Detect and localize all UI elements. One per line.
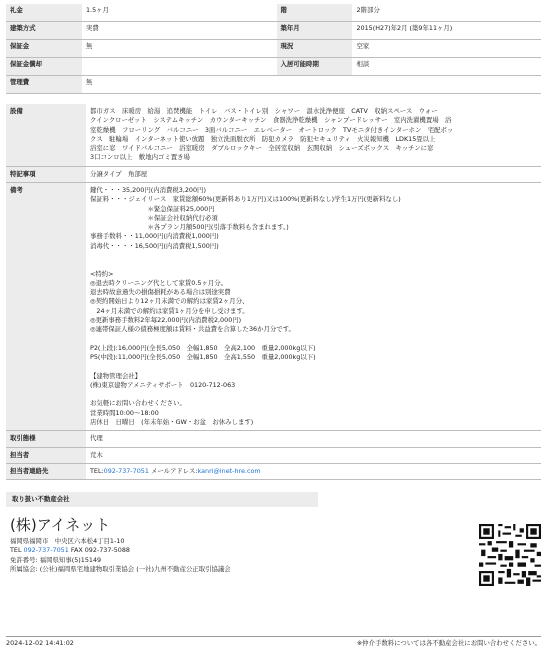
label-status: 現況 bbox=[277, 40, 353, 58]
value-status: 空家 bbox=[352, 40, 541, 58]
remarks-line: 【建物管理会社】 bbox=[90, 371, 142, 380]
remarks-line: 営業時間10:00～18:00 bbox=[90, 408, 159, 417]
label-remarks: 備考 bbox=[6, 182, 86, 430]
label-reikin: 礼金 bbox=[6, 4, 82, 22]
detail-table bbox=[6, 104, 541, 480]
remarks-line: 鍵代・・・35,200円(内消費税3,200円) bbox=[90, 185, 206, 194]
label-transaction: 取引態様 bbox=[6, 431, 86, 447]
value-move-in: 相談 bbox=[352, 58, 541, 76]
qr-code-icon[interactable] bbox=[479, 524, 541, 586]
value-deposit-amortization bbox=[82, 58, 269, 76]
equipment-line: クス 駐輪場 インターネット使い放題 独立洗面脱衣所 防犯カメラ 防犯セキュリティ 火災報知機 LDK15畳以上 bbox=[90, 134, 436, 143]
equipment-line: クインクローゼット システムキッチン カウンターキッチン 食器洗浄乾燥機 シャンプードレッサー 室内洗濯機置場 浴 bbox=[90, 116, 452, 125]
remarks-line: お気軽にお問い合わせください。 bbox=[90, 399, 186, 408]
contact-row bbox=[6, 463, 541, 479]
label-deposit-amortization: 保証金償却 bbox=[6, 58, 82, 76]
remarks-line: 24ヶ月未満での解約は家賃1ヶ月分を申し受けます。 bbox=[90, 306, 249, 315]
equipment-line: 都市ガス 床暖房 給湯 追焚機能 トイレ バス・トイレ別 シャワー 温水洗浄便座 CATV 収納スペース ウォー bbox=[90, 107, 438, 115]
value-contact: TEL:092-737-7051 メールアドレス:kanri@inet-hre.com bbox=[86, 463, 541, 479]
company-info bbox=[6, 515, 541, 574]
contact-mail-link[interactable]: kanri@inet-hre.com bbox=[197, 466, 261, 475]
remarks-line: ◎契約開始日より12ヶ月未満での解約は家賃2ヶ月分、 bbox=[90, 297, 249, 306]
company-phone: TEL 092-737-7051 FAX 092-737-5088 bbox=[10, 546, 131, 555]
remarks-line bbox=[90, 251, 537, 260]
remarks-line: ◎更新事務手数料2年毎22,000円(内消費税2,000円) bbox=[90, 315, 242, 324]
label-person: 担当者 bbox=[6, 447, 86, 463]
remarks-row bbox=[6, 182, 541, 430]
footer-note: ※仲介手数料については各不動産会社にお問い合わせください。 bbox=[356, 639, 541, 647]
value-floor: 2階部分 bbox=[352, 4, 541, 22]
value-person: 荒木 bbox=[86, 447, 541, 463]
label-build-method: 建築方式 bbox=[6, 22, 82, 40]
label-management-fee: 管理費 bbox=[6, 76, 82, 94]
equipment-line: 3口コンロ以上 敷地内ゴミ置き場 bbox=[90, 153, 190, 162]
remarks-line bbox=[90, 362, 537, 371]
equipment-list bbox=[86, 104, 541, 166]
summary-row bbox=[6, 4, 541, 22]
remarks-line: ＊各プラン月額500円(引落手数料も含まれます。) bbox=[90, 223, 289, 232]
property-detail-page bbox=[6, 0, 541, 574]
company-license: 免許番号: 福岡県知事(5)15149 bbox=[10, 555, 102, 564]
company-name: (株)アイネット bbox=[10, 516, 111, 535]
remarks-line bbox=[90, 260, 537, 269]
remarks-line: ＊緊急保証料25,000円 bbox=[90, 204, 215, 213]
company-address: 福岡県福岡市 中央区六本松4丁目1-10 bbox=[10, 537, 125, 546]
remarks-line: 店休日 日曜日 (年末年始・GW・お盆 お休みします) bbox=[90, 418, 254, 426]
summary-table bbox=[6, 4, 541, 94]
transaction-row bbox=[6, 431, 541, 447]
value-features: 分譲タイプ 角部屋 bbox=[86, 166, 541, 182]
print-datetime: 2024-12-02 14:41:02 bbox=[6, 639, 74, 647]
equipment-line: 浴室に窓 ワイドバルコニー 浴室暖房 ダブルロックキー 全居室収納 玄関収納 シューズボックス キッチンに窓 bbox=[90, 144, 434, 153]
value-reikin: 1.5ヶ月 bbox=[82, 4, 269, 22]
value-management-fee: 無 bbox=[82, 76, 269, 94]
label-contact: 担当者連絡先 bbox=[6, 463, 86, 479]
equipment-row bbox=[6, 104, 541, 166]
remarks-line bbox=[90, 334, 537, 343]
label-floor: 階 bbox=[277, 4, 353, 22]
remarks-line: 事務手数料・・11,000円(内消費税1,000円) bbox=[90, 232, 219, 241]
remarks-line: <特約> bbox=[90, 269, 114, 278]
remarks-line: ＊保証会社収納代行必須 bbox=[90, 213, 218, 222]
company-association: 所属協会: (公社)福岡県宅地建物取引業協会 (一社)九州不動産公正取引協議会 bbox=[10, 565, 231, 573]
summary-row bbox=[6, 40, 541, 58]
remarks-text bbox=[86, 182, 541, 430]
remarks-line: P2(上段):16,000円(全長5,050 全幅1,850 全高2,100 重量2,000kg以下) bbox=[90, 343, 316, 352]
label-deposit: 保証金 bbox=[6, 40, 82, 58]
summary-row bbox=[6, 22, 541, 40]
remarks-line: (株)東京建物アメニティサポート 0120-712-063 bbox=[90, 380, 236, 389]
summary-row bbox=[6, 58, 541, 76]
company-tel-link[interactable]: 092-737-7051 bbox=[23, 546, 69, 555]
value-built-date: 2015(H27)年2月 (築9年11ヶ月) bbox=[352, 22, 541, 40]
value-transaction: 代理 bbox=[86, 431, 541, 447]
remarks-line: ◎退去時クリーニング代として家賃0.5ヶ月分。 bbox=[90, 278, 228, 287]
label-equipment: 設備 bbox=[6, 104, 86, 166]
features-row bbox=[6, 166, 541, 182]
contact-tel-link[interactable]: 092-737-7051 bbox=[103, 466, 149, 475]
remarks-line: P5(中段):11,000円(全長5,050 全幅1,850 全高1,550 重量2,000kg以下) bbox=[90, 353, 316, 362]
page-footer bbox=[6, 636, 541, 648]
remarks-line: 消毒代・・・・16,500円(内消費税1,500円) bbox=[90, 241, 219, 250]
remarks-line: ◎連帯保証人様の債務極度額は賃料・共益費を合算した36か月分です。 bbox=[90, 325, 295, 334]
company-heading: 取り扱い不動産会社 bbox=[6, 492, 318, 507]
remarks-line: 保証料・・・ジェイリース 家賃総額60%(更新料あり1万円)又は100%(更新料なし)学生1万円(更新料なし) bbox=[90, 195, 401, 204]
remarks-line: 退去時故意過失の損傷損耗がある場合は別途実費 bbox=[90, 288, 231, 297]
summary-row bbox=[6, 76, 541, 94]
label-features: 特記事項 bbox=[6, 166, 86, 182]
label-move-in: 入居可能時期 bbox=[277, 58, 353, 76]
person-row bbox=[6, 447, 541, 463]
value-build-method: 実費 bbox=[82, 22, 269, 40]
value-deposit: 無 bbox=[82, 40, 269, 58]
equipment-line: 室乾燥機 フローリング バルコニー 3面バルコニー エレベーター オートロック TVモニタ付きインターホン 宅配ボッ bbox=[90, 125, 454, 134]
label-built-date: 築年月 bbox=[277, 22, 353, 40]
